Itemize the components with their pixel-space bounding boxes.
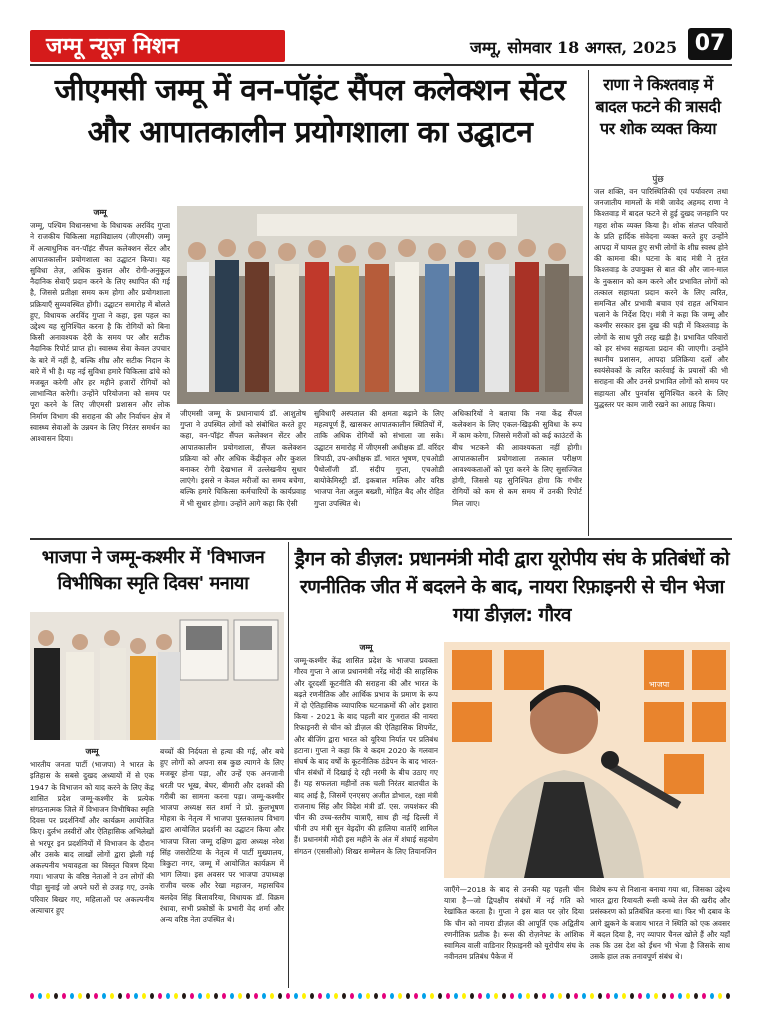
registration-dot bbox=[342, 993, 346, 999]
registration-dot bbox=[718, 993, 722, 999]
diesel-column-3: विशेष रूप से निशाना बनाया गया था, जिसका उद्देश्य भारत द्वारा रियायती रूसी कच्चे तेल की खरीद और प्रसंस्करण को प्रतिबंधित करना था। फिर भी दबाव के आगे झुकने के बजाय भारत ने स्थिति को एक अवसर में बदल दिया है, नए व्यापार चैनल खोले हैं और यहाँ तक कि उस देश को ईंधन भी भेजा है जिसके साथ उसके हाल तक तनावपूर्ण संबंध थे। bbox=[590, 885, 730, 962]
registration-dot bbox=[350, 993, 354, 999]
masthead-rule bbox=[30, 64, 732, 66]
registration-dot bbox=[654, 993, 658, 999]
registration-dot bbox=[158, 993, 162, 999]
lead-byline: जम्मू bbox=[93, 208, 107, 217]
registration-dot bbox=[590, 993, 594, 999]
registration-dot bbox=[518, 993, 522, 999]
sidebar-body: जल शक्ति, वन पारिस्थितिकी एवं पर्यावरण तथा जनजातीय मामलों के मंत्री जावेद अहमद राणा ने किश्तवाड़ में बादल फटने से हुई दुखद जनहानि पर गहरा शोक व्यक्त किया है। शोक संतप्त परिवारों के प्रति हार्दिक संवेदना व्यक्त करते हुए उन्होंने आपदा में घायल हुए सभी लोगों के शीघ्र स्वस्थ होने की कामना की। घटना के बाद मंत्री ने तुरंत किश्तवाड़ के उपायुक्त से बात की और जान-माल के नुकसान को कम करने और प्रभावित लोगों को तत्काल सहायता प्रदान करने के लिए त्वरित, समन्वित और प्रभावी बचाव एवं राहत अभियान चलाने के निर्देश दिए। मंत्री ने कहा कि जम्मू और कश्मीर सरकार इस दुख की घड़ी में किश्तवाड़ के लोगों के साथ पूरी तरह खड़ी है। प्रभावित परिवारों को हर संभव सहायता प्रदान की जाएगी। उन्होंने स्थानीय प्रशासन, आपदा प्रतिक्रिया दलों और स्वयंसेवकों के त्वरित कार्रवाई के प्रयासों की भी सराहना की और उनसे प्रभावित लोगों को समय पर सहायता और पुनर्वास सुनिश्चित करने के लिए युद्धस्तर पर काम जारी रखने का आग्रह किया। bbox=[594, 187, 728, 409]
registration-dot bbox=[662, 993, 666, 999]
registration-dot bbox=[478, 993, 482, 999]
registration-dot bbox=[142, 993, 146, 999]
diesel-column-1 bbox=[294, 642, 438, 988]
registration-dot bbox=[558, 993, 562, 999]
registration-dot bbox=[534, 993, 538, 999]
bjp-byline: जम्मू bbox=[85, 747, 99, 756]
registration-dot bbox=[38, 993, 42, 999]
newspaper-brand: जम्मू न्यूज़ मिशन bbox=[30, 30, 285, 62]
registration-dot bbox=[334, 993, 338, 999]
registration-dot bbox=[102, 993, 106, 999]
registration-dot bbox=[294, 993, 298, 999]
lead-photo bbox=[177, 206, 583, 404]
registration-dot bbox=[254, 993, 258, 999]
registration-dot bbox=[702, 993, 706, 999]
registration-dot bbox=[494, 993, 498, 999]
registration-dot bbox=[598, 993, 602, 999]
registration-dot bbox=[406, 993, 410, 999]
registration-dot bbox=[110, 993, 114, 999]
diesel-column-2: जाएँगे—2018 के बाद से उनकी यह पहली चीन यात्रा है—जो द्विपक्षीय संबंधों में नई गति को रेखांकित करता है। गुप्ता ने इस बात पर ज़ोर दिया कि चीन को नायरा डीज़ल की आपूर्ति एक अद्वितीय रणनीतिक प्रतीक है। रूस की रोज़नेफ्ट के आंशिक स्वामित्व वाली वाडिनार रिफ़ाइनरी को यूरोपीय संघ के नवीनतम प्रतिबंध पैकेज में bbox=[444, 885, 584, 962]
registration-dot bbox=[278, 993, 282, 999]
sidebar-rule bbox=[588, 70, 589, 536]
group-photo-illustration bbox=[177, 206, 583, 404]
registration-dot bbox=[502, 993, 506, 999]
registration-dot bbox=[382, 993, 386, 999]
registration-dot bbox=[70, 993, 74, 999]
spokesperson-photo-illustration bbox=[444, 642, 730, 878]
registration-dot bbox=[206, 993, 210, 999]
lower-column-rule bbox=[288, 542, 289, 988]
registration-dot bbox=[638, 993, 642, 999]
registration-dot bbox=[94, 993, 98, 999]
registration-dot bbox=[190, 993, 194, 999]
registration-dot bbox=[566, 993, 570, 999]
registration-dot bbox=[222, 993, 226, 999]
page-number: 07 bbox=[688, 28, 732, 60]
registration-dot bbox=[678, 993, 682, 999]
registration-dot bbox=[694, 993, 698, 999]
registration-dot bbox=[214, 993, 218, 999]
registration-dot bbox=[86, 993, 90, 999]
registration-dot bbox=[430, 993, 434, 999]
registration-dot bbox=[422, 993, 426, 999]
registration-dot bbox=[462, 993, 466, 999]
registration-dot bbox=[550, 993, 554, 999]
registration-dot bbox=[622, 993, 626, 999]
registration-dot bbox=[166, 993, 170, 999]
lead-column-1 bbox=[30, 207, 170, 534]
registration-dot bbox=[246, 993, 250, 999]
registration-dot bbox=[630, 993, 634, 999]
registration-dot bbox=[150, 993, 154, 999]
registration-dot bbox=[606, 993, 610, 999]
lead-column-3: सुविधाएँ अस्पताल की क्षमता बढ़ाने के लिए महत्वपूर्ण हैं, खासकर आपातकालीन स्थितियों में, ताकि अधिक रोगियों को संभाला जा सके। उद्घाटन समारोह में जीएमसी अधीक्षक डॉ. वरिंदर त्रिपाठी, उप-अधीक्षक डॉ. भारत भूषण, एचओडी पैथोलॉजी डॉ. संदीप गुप्ता, एचओडी बायोकेमिस्ट्री डॉ. इकबाल मलिक और वरिष्ठ भाजपा नेता अतुल बख्शी, मोहित बैद और रोहित गुप्ता उपस्थित थे। bbox=[314, 409, 444, 508]
registration-dot bbox=[686, 993, 690, 999]
registration-dot bbox=[134, 993, 138, 999]
registration-dot bbox=[526, 993, 530, 999]
registration-dot bbox=[582, 993, 586, 999]
registration-dot bbox=[230, 993, 234, 999]
registration-dot bbox=[414, 993, 418, 999]
registration-dot bbox=[438, 993, 442, 999]
registration-dot bbox=[398, 993, 402, 999]
registration-dot bbox=[670, 993, 674, 999]
registration-dot bbox=[174, 993, 178, 999]
registration-dot bbox=[286, 993, 290, 999]
lead-headline: जीएमसी जम्मू में वन-पॉइंट सैंपल कलेक्शन सेंटर और आपातकालीन प्रयोगशाला का उद्घाटन bbox=[54, 73, 566, 150]
section-rule bbox=[30, 538, 732, 540]
registration-dot bbox=[366, 993, 370, 999]
registration-dot bbox=[238, 993, 242, 999]
registration-dot bbox=[78, 993, 82, 999]
diesel-byline: जम्मू bbox=[359, 643, 373, 652]
registration-dot bbox=[454, 993, 458, 999]
bjp-column-1 bbox=[30, 746, 154, 988]
bjp-headline: भाजपा ने जम्मू-कश्मीर में 'विभाजन विभीषिका स्मृति दिवस' मनाया bbox=[41, 547, 265, 594]
registration-dot bbox=[62, 993, 66, 999]
registration-dot bbox=[262, 993, 266, 999]
spokesperson-photo bbox=[444, 642, 730, 878]
registration-dot bbox=[126, 993, 130, 999]
registration-dot bbox=[374, 993, 378, 999]
registration-dot bbox=[542, 993, 546, 999]
bjp-body-1: भारतीय जनता पार्टी (भाजपा) ने भारत के इतिहास के सबसे दुखद अध्यायों में से एक 1947 के विभाजन को याद करने के लिए केंद्र शासित प्रदेश जम्मू-कश्मीर के प्रत्येक संगठनात्मक जिले में विभाजन विभीषिका स्मृति दिवस पर प्रदर्शनियाँ और कार्यक्रम आयोजित किए। दुर्लभ तस्वीरों और ऐतिहासिक अभिलेखों से भरपूर इन प्रदर्शनियों में विभाजन के दौरान और उसके बाद लाखों लोगों द्वारा झेली गई अकल्पनीय भयावहता का विस्तृत चित्रण दिया गया। भाजपा के वरिष्ठ नेताओं ने उन लोगों की पीड़ा सुनाई जो अपने घरों से उजड़ गए, उनके परिवार बिखर गए, महिलाओं पर अकल्पनीय अत्याचार हुए bbox=[30, 760, 154, 915]
diesel-headline: ड्रैगन को डीज़ल: प्रधानमंत्री मोदी द्वारा यूरोपीय संघ के प्रतिबंधों को रणनीतिक जीत में बदलने के बाद, नायरा रिफ़ाइनरी से चीन भेजा गया डीज़ल: गौरव bbox=[294, 548, 730, 626]
page-dateline: जम्मू, सोमवार 18 अगस्त, 2025 bbox=[470, 38, 678, 57]
bjp-column-2: बच्चों की निर्दयता से हत्या की गई, और बचे हुए लोगों को अपना सब कुछ त्यागने के लिए मजबूर होना पड़ा, और उन्हें एक अनजानी धरती पर भूख, बेघर, बीमारी और दशकों की गरीबी का सामना करना पड़ा। जम्मू-कश्मीर भाजपा अध्यक्ष सत शर्मा ने प्रो. कुलभूषण मोहत्रा के नेतृत्व में भाजपा पुस्तकालय विभाग द्वारा आयोजित प्रदर्शनी का उद्घाटन किया और भाजपा जिला जम्मू दक्षिण द्वारा अध्यक्ष नरेश सिंह जसरोटिया के नेतृत्व में पार्टी मुख्यालय, त्रिकुटा नगर, जम्मू में आयोजित कार्यक्रम में भाग लिया। इस अवसर पर भाजपा उपाध्यक्ष राजीव चरक और रेखा महाजन, महासचिव बलदेव सिंह बिलावरिया, विधायक डॉ. विक्रम रंधावा, सभी प्रकोष्ठों के प्रभारी वेद शर्मा और अन्य वरिष्ठ नेता उपस्थित थे। bbox=[160, 747, 284, 925]
registration-dot bbox=[726, 993, 730, 999]
lead-body-1: जम्मू, पश्चिम विधानसभा के विधायक अरविंद गुप्ता ने राजकीय चिकित्सा महाविद्यालय (जीएमसी) जम्मू में अत्याधुनिक वन-पॉइंट सैंपल कलेक्शन सेंटर और आपातकालीन प्रयोगशाला का उद्घाटन किया। यह सुविधा तेज़, अधिक कुशल और रोगी-अनुकूल नैदानिक सेवाएँ प्रदान करने के लिए स्थापित की गई है, जिससे प्रतीक्षा समय कम होगा और प्रयोगशाला प्रक्रियाएँ सुव्यवस्थित होंगी। उद्घाटन समारोह में बोलते हुए, विधायक अरविंद गुप्ता ने कहा, इस पहल का उद्देश्य यह सुनिश्चित करना है कि रोगियों को बिना किसी अनावश्यक देरी के समय पर और सटीक नैदानिक रिपोर्ट प्राप्त हो। स्वास्थ्य सेवा केवल उपचार के बारे में नहीं है, बल्कि शीघ्र और सटीक निदान के बारे में भी है। यह नई सुविधा हमारे चिकित्सा ढांचे को मजबूत करेगी और हर महीने हजारों रोगियों को लाभान्वित करेगी। उन्होंने परियोजना को समय पर पूरा करने के लिए जीएमसी प्रशासन और लोक निर्माण विभाग की सराहना की और निर्वाचन क्षेत्र में स्वास्थ्य सेवाओं के उन्नयन के लिए निरंतर समर्थन का आश्वासन दिया। bbox=[30, 221, 170, 444]
poster-text: भाजपा bbox=[649, 680, 670, 689]
sidebar-headline: राणा ने किश्तवाड़ में बादल फटने की त्रासदी पर शोक व्यक्त किया bbox=[595, 75, 721, 138]
exhibition-photo-illustration bbox=[30, 612, 284, 740]
registration-dot bbox=[326, 993, 330, 999]
lead-photo-caption: जीएमसी जम्मू के प्रधानाचार्य डॉ. आशुतोष गुप्ता ने उपस्थित लोगों को संबोधित करते हुए कहा, वन-पॉइंट सैंपल कलेक्शन सेंटर और आपातकालीन प्रयोगशाला, सैंपल कलेक्शन प्रक्रिया को और अधिक केंद्रीकृत और कुशल बनाकर रोगी देखभाल में उल्लेखनीय सुधार लाएंगे। इससे न केवल मरीजों का समय बचेगा, बल्कि हमारे चिकित्सा कर्मचारियों के कार्यप्रवाह में भी सुधार होगा। उन्होंने आगे कहा कि ऐसी bbox=[180, 409, 306, 508]
registration-dot bbox=[30, 993, 34, 999]
registration-dot bbox=[318, 993, 322, 999]
registration-dot bbox=[118, 993, 122, 999]
registration-dot bbox=[710, 993, 714, 999]
sidebar-byline: पुंछ bbox=[652, 175, 664, 185]
registration-dot bbox=[358, 993, 362, 999]
registration-dot bbox=[46, 993, 50, 999]
registration-dot bbox=[510, 993, 514, 999]
registration-dot bbox=[182, 993, 186, 999]
diesel-body-1: जम्मू-कश्मीर केंद्र शासित प्रदेश के भाजपा प्रवक्ता गौरव गुप्ता ने आज प्रधानमंत्री नरेंद्र मोदी की साहसिक और दूरदर्शी कूटनीति की सराहना की और भारत के बढ़ते रणनीतिक और आर्थिक प्रभाव के प्रमाण के रूप में दो ऐतिहासिक व्यापारिक घटनाक्रमों की ओर इशारा किया - 2021 के बाद पहली बार गुजरात की नायरा रिफाइनरी से चीन को डीज़ल की ऐतिहासिक शिपमेंट, और बीजिंग द्वारा भारत को यूरिया निर्यात पर प्रतिबंध हटाना। गुप्ता ने कहा कि ये कदम 2020 के गलवान संघर्ष के बाद वर्षों के कूटनीतिक ठंडेपन के बाद भारत-चीन संबंधों में दिखाई दे रही नरमी के बीच उठाए गए हैं। यह सफलता महीनों तक चली निरंतर बातचीत के बाद आई है, जिसमें एनएसए अजीत डोभाल, रक्षा मंत्री राजनाथ सिंह और विदेश मंत्री डॉ. एस. जयशंकर की चीन की उच्च-स्तरीय यात्राएँ, साथ ही नई दिल्ली में चीनी उप मंत्री सुन वेइदोंग की हालिया वार्ताएँ शामिल हैं। प्रधानमंत्री मोदी इस महीने के अंत में शंघाई सहयोग संगठन (एससीओ) शिखर सम्मेलन के लिए तियानजिन bbox=[294, 656, 438, 856]
registration-dot bbox=[270, 993, 274, 999]
registration-dot bbox=[198, 993, 202, 999]
registration-dot bbox=[54, 993, 58, 999]
registration-dot bbox=[446, 993, 450, 999]
registration-dot bbox=[646, 993, 650, 999]
lead-column-4: अधिकारियों ने बताया कि नया केंद्र सैंपल कलेक्शन के लिए एकल-खिड़की सुविधा के रूप में काम करेगा, जिससे मरीजों को कई काउंटरों के बीच भटकने की आवश्यकता नहीं होगी। आपातकालीन प्रयोगशाला तत्काल परीक्षण आवश्यकताओं को पूरा करने के लिए सुसज्जित होगी, जिससे यह सुनिश्चित होगा कि गंभीर रोगियों को कम से कम समय में उनकी रिपोर्ट मिल जाए। bbox=[452, 409, 582, 508]
registration-dot bbox=[470, 993, 474, 999]
registration-dot bbox=[390, 993, 394, 999]
registration-dot bbox=[310, 993, 314, 999]
registration-dot bbox=[302, 993, 306, 999]
registration-dot bbox=[574, 993, 578, 999]
registration-dot bbox=[486, 993, 490, 999]
registration-dot bbox=[614, 993, 618, 999]
exhibition-photo bbox=[30, 612, 284, 740]
color-registration-strip bbox=[30, 993, 730, 999]
